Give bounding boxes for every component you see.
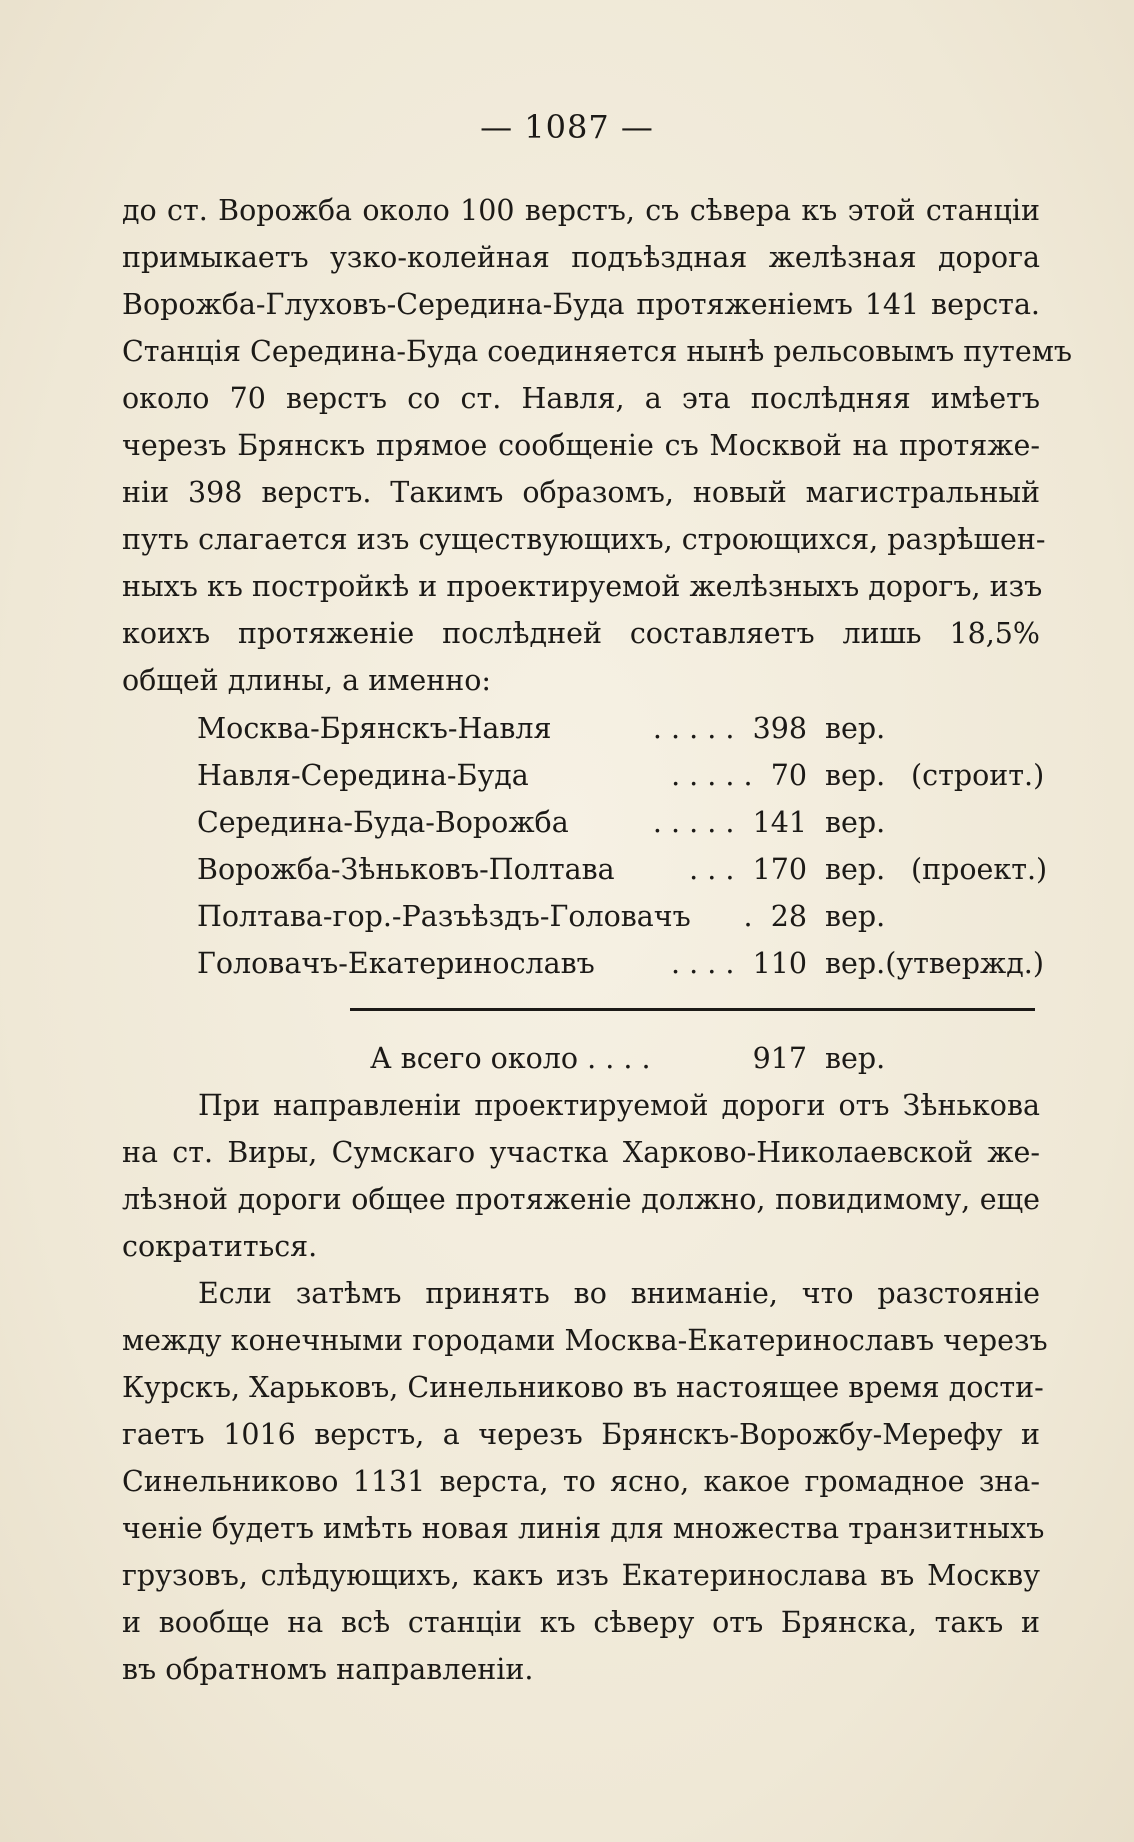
text-line: Курскъ, Харьковъ, Синельниково въ настоящее время дости- [122, 1371, 1044, 1404]
route-dots: . . . . . [652, 712, 735, 745]
text-line: Ворожба-Глуховъ-Середина-Буда протяженіемъ 141 верста. [122, 288, 1040, 321]
text-line: Станція Середина-Буда соединяется нынѣ рельсовымъ путемъ [122, 335, 1072, 368]
text-line: и вообще на всѣ станціи къ сѣверу отъ Брянска, такъ и [122, 1606, 1040, 1639]
route-value: 398 [752, 712, 807, 745]
route-distance [197, 846, 807, 893]
route-value: 28 [770, 900, 807, 933]
route-name: Москва-Брянскъ-Навля [197, 712, 552, 745]
route-dots: . . . . . [671, 759, 753, 792]
text-line: гаетъ 1016 верстъ, а черезъ Брянскъ-Ворожбу-Мерефу и [122, 1418, 1040, 1451]
route-name: Середина-Буда-Ворожба [197, 806, 569, 839]
page-number: — 1087 — [480, 108, 654, 146]
text-line: Синельниково 1131 верста, то ясно, какое громадное зна- [122, 1465, 1040, 1498]
route-distance [197, 705, 807, 752]
route-row [197, 940, 1047, 987]
route-value: 70 [770, 759, 807, 792]
text-line: около 70 верстъ со ст. Навля, а эта послѣдняя имѣетъ [122, 382, 1040, 415]
route-row [197, 705, 1047, 752]
route-distance [197, 799, 807, 846]
text-line: Если затѣмъ принять во вниманіе, что разстояніе [198, 1277, 1040, 1310]
route-distance [197, 893, 807, 940]
text-line: въ обратномъ направленіи. [122, 1653, 534, 1686]
text-line: грузовъ, слѣдующихъ, какъ изъ Екатеринослава въ Москву [122, 1559, 1040, 1592]
route-value: 170 [752, 853, 807, 886]
route-row [197, 893, 1047, 940]
text-line: сократиться. [122, 1230, 318, 1263]
text-line: общей длины, а именно: [122, 664, 492, 697]
text-line: ныхъ къ постройкѣ и проектируемой желѣзныхъ дорогъ, изъ [122, 570, 1043, 603]
route-distance [197, 752, 807, 799]
text-line: ніи 398 верстъ. Такимъ образомъ, новый магистральный [122, 476, 1040, 509]
route-distance [197, 940, 807, 987]
text-line: до ст. Ворожба около 100 верстъ, съ сѣвера къ этой станціи [122, 194, 1040, 227]
paragraph-2 [122, 1082, 1040, 1270]
total-label: А всего около . . . . [370, 1042, 651, 1075]
route-note: (проект.) [911, 853, 1048, 886]
total-unit: вер. [825, 1042, 886, 1075]
route-note: (строит.) [911, 759, 1045, 792]
text-line: ченіе будетъ имѣть новая линія для множества транзитныхъ [122, 1512, 1045, 1545]
route-unit: вер. [825, 853, 886, 886]
text-line: на ст. Виры, Сумскаго участка Харково-Николаевской же- [122, 1136, 1040, 1169]
total-value: 917 [752, 1042, 807, 1075]
paragraph-3 [122, 1270, 1048, 1693]
route-unit: вер. [825, 806, 886, 839]
total-rule [350, 1008, 1035, 1011]
route-name: Ворожба-Зѣньковъ-Полтава [197, 853, 615, 886]
text-line: примыкаетъ узко-колейная подъѣздная желѣзная дорога [122, 241, 1040, 274]
route-dots: . [743, 900, 753, 933]
route-name: Головачъ-Екатеринославъ [197, 947, 595, 980]
route-row [197, 799, 1047, 846]
route-unit: вер. [825, 900, 886, 933]
route-name: Полтава-гор.-Разъѣздъ-Головачъ [197, 900, 691, 933]
route-table [197, 705, 1047, 987]
total-row [0, 1035, 1134, 1082]
text-line: путь слагается изъ существующихъ, строющихся, разрѣшен- [122, 523, 1046, 556]
text-line: черезъ Брянскъ прямое сообщеніе съ Москвой на протяже- [122, 429, 1040, 462]
route-dots: . . . [689, 853, 735, 886]
route-unit: вер. [825, 759, 886, 792]
route-row [197, 752, 1047, 799]
text-line: лѣзной дороги общее протяженіе должно, повидимому, еще [122, 1183, 1040, 1216]
route-dots: . . . . . [652, 806, 735, 839]
route-value: 141 [752, 806, 807, 839]
route-dots: . . . . [671, 947, 735, 980]
text-line: коихъ протяженіе послѣдней составляетъ лишь 18,5% [122, 617, 1040, 650]
route-row [197, 846, 1047, 893]
route-name: Навля-Середина-Буда [197, 759, 529, 792]
route-unit: вер. [825, 712, 886, 745]
text-line: При направленіи проектируемой дороги отъ Зѣнькова [198, 1089, 1040, 1122]
route-value: 110 [752, 947, 807, 980]
paragraph-1 [122, 187, 1072, 704]
text-line: между конечными городами Москва-Екатеринославъ черезъ [122, 1324, 1048, 1357]
route-unit: вер.(утвержд.) [825, 947, 1044, 980]
